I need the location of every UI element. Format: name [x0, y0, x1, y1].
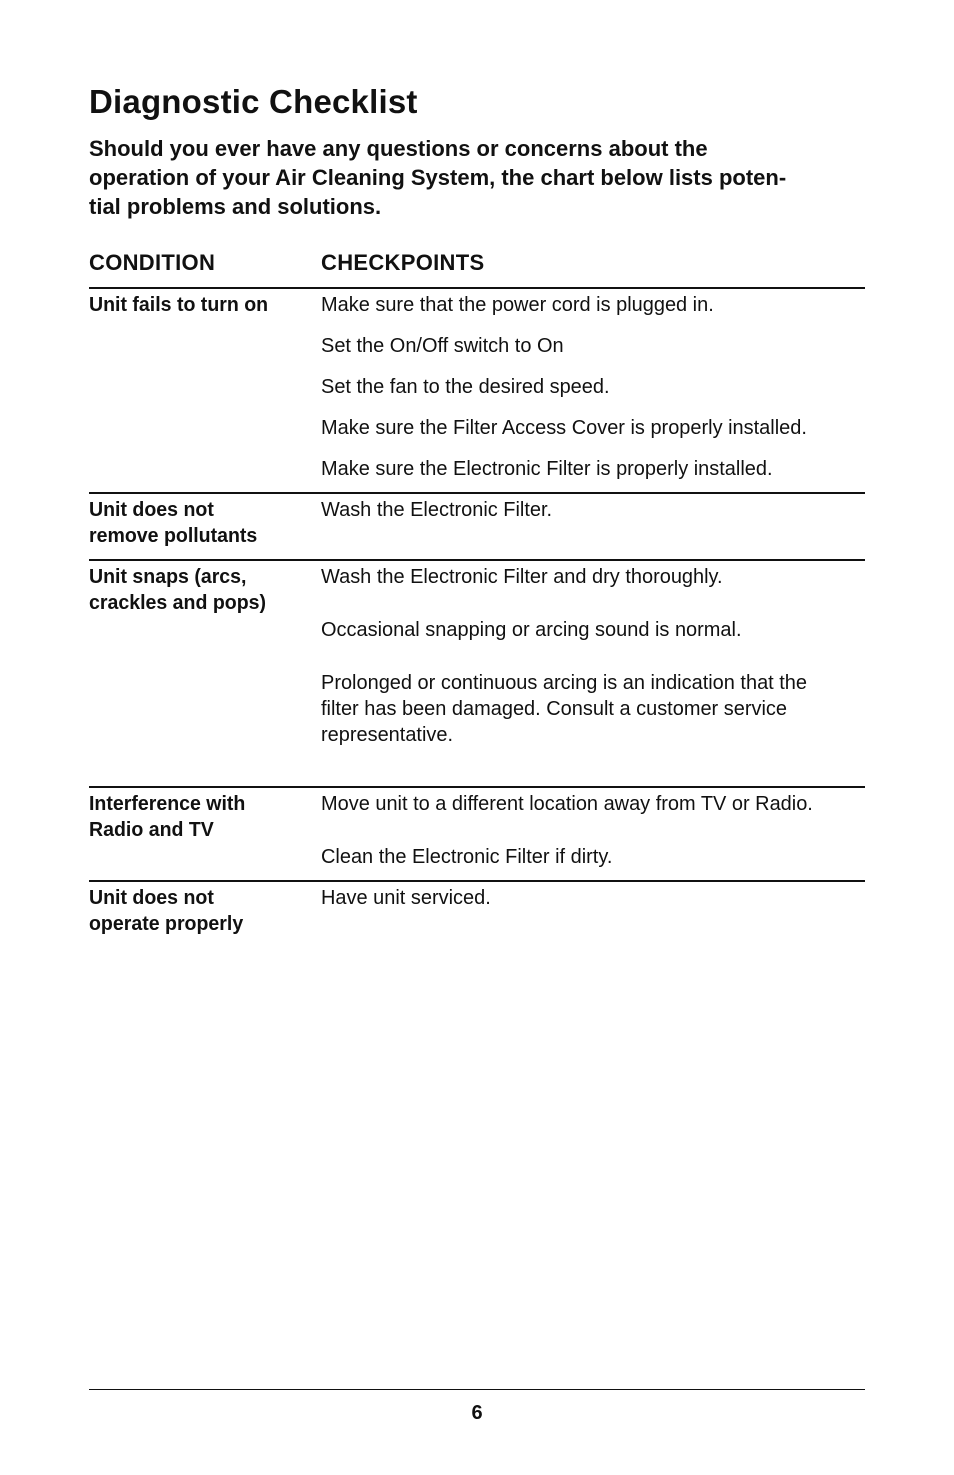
checkpoint-line: filter has been damaged. Consult a customer service [321, 698, 787, 720]
checkpoint-item: Wash the Electronic Filter and dry thoroughly. [321, 566, 723, 588]
condition-text: Unit does not [89, 499, 214, 521]
checkpoint-line: Prolonged or continuous arcing is an indication that the [321, 672, 808, 694]
condition-cell [89, 885, 309, 937]
table-row-divider [89, 786, 865, 788]
condition-text: Unit fails to turn on [89, 294, 269, 316]
checkpoint-item: Occasional snapping or arcing sound is normal. [321, 619, 742, 641]
intro-line: Should you ever have any questions or concerns about the [89, 136, 708, 161]
condition-text: crackles and pops) [89, 592, 267, 614]
condition-text: Radio and TV [89, 819, 214, 841]
checkpoint-item: Clean the Electronic Filter if dirty. [321, 846, 613, 868]
condition-text: Unit does not [89, 887, 214, 909]
condition-cell [89, 791, 309, 843]
condition-text: Unit snaps (arcs, [89, 566, 247, 588]
checkpoint-item: Have unit serviced. [321, 887, 491, 909]
condition-column-header: CONDITION [89, 250, 216, 275]
table-row-divider [89, 492, 865, 494]
footer-divider [89, 1389, 865, 1390]
condition-text: remove pollutants [89, 525, 258, 547]
checkpoint-item: Make sure the Filter Access Cover is properly installed. [321, 417, 807, 439]
condition-cell [89, 497, 309, 549]
table-row-divider [89, 287, 865, 289]
intro-line: tial problems and solutions. [89, 194, 382, 219]
condition-cell [89, 564, 309, 616]
checkpoint-item: Make sure that the power cord is plugged in. [321, 294, 714, 316]
checkpoint-line: representative. [321, 724, 454, 746]
table-row-divider [89, 559, 865, 561]
page-title: Diagnostic Checklist [89, 83, 418, 120]
intro-line: operation of your Air Cleaning System, the chart below lists poten- [89, 165, 787, 190]
checkpoint-item: Set the fan to the desired speed. [321, 376, 610, 398]
page-number: 6 [471, 1402, 483, 1424]
checkpoint-item: Set the On/Off switch to On [321, 335, 564, 357]
checkpoint-item: Make sure the Electronic Filter is properly installed. [321, 458, 773, 480]
condition-text: Interference with [89, 793, 246, 815]
condition-text: operate properly [89, 913, 244, 935]
checkpoints-column-header: CHECKPOINTS [321, 250, 485, 275]
checkpoint-item [321, 670, 866, 748]
condition-cell [89, 292, 309, 318]
document-page [89, 0, 865, 1475]
intro-paragraph [89, 134, 865, 221]
checkpoint-item: Move unit to a different location away from TV or Radio. [321, 793, 813, 815]
table-row-divider [89, 880, 865, 882]
checkpoint-item: Wash the Electronic Filter. [321, 499, 553, 521]
